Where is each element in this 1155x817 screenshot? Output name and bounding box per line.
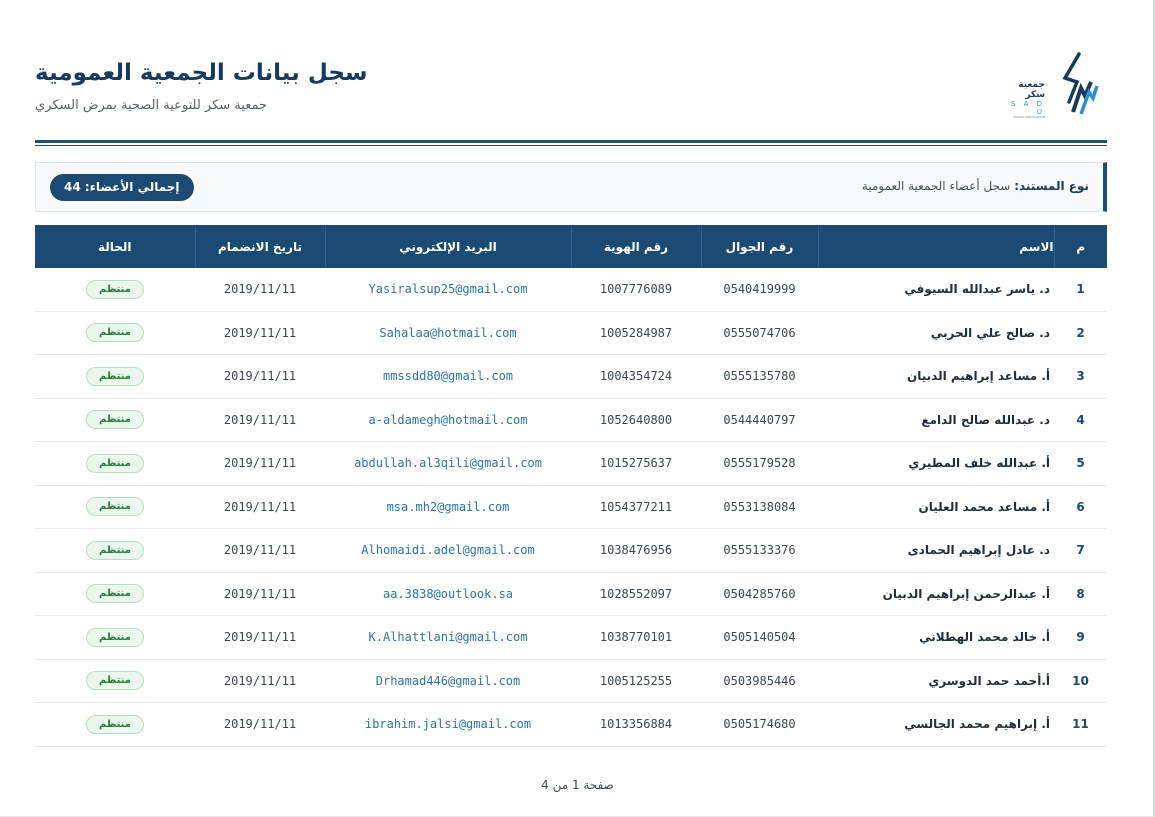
status-badge: منتظم [86, 454, 144, 473]
document-info-bar [35, 162, 1107, 212]
member-name: د. ياسر عبدالله السيوفي [818, 268, 1054, 311]
email-address: abdullah.al3qili@gmail.com [325, 442, 571, 486]
status-cell [35, 355, 195, 399]
table-row [35, 616, 1107, 660]
id-number: 1038476956 [571, 529, 701, 573]
table-row [35, 485, 1107, 529]
page-subtitle: جمعية سكر للتوعية الصحية بمرض السكري [35, 98, 268, 113]
member-name: د. عادل إبراهيم الحمادى [818, 529, 1054, 573]
mobile-number: 0555133376 [701, 529, 818, 573]
join-date: 2019/11/11 [195, 442, 325, 486]
id-number: 1005284987 [571, 311, 701, 355]
row-index: 2 [1054, 311, 1107, 355]
row-index: 10 [1054, 659, 1107, 703]
join-date: 2019/11/11 [195, 529, 325, 573]
page-number: صفحة 1 من 4 [541, 778, 614, 792]
mobile-number: 0544440797 [701, 398, 818, 442]
page-title: سجل بيانات الجمعية العمومية [35, 60, 368, 86]
status-badge: منتظم [86, 584, 144, 603]
member-name: أ. إبراهيم محمد الجالسي [818, 703, 1054, 747]
status-cell [35, 616, 195, 660]
column-header-id: رقم الهوية [571, 225, 701, 268]
logo-name-ar: جمعية سكر [1018, 80, 1045, 100]
email-address: Alhomaidi.adel@gmail.com [325, 529, 571, 573]
logo-name-en: S A D U [1010, 100, 1045, 116]
id-number: 1013356884 [571, 703, 701, 747]
status-badge: منتظم [86, 715, 144, 734]
member-name: أ. خالد محمد الهطلاني [818, 616, 1054, 660]
table-body [35, 268, 1107, 746]
table-row [35, 529, 1107, 573]
id-number: 1005125255 [571, 659, 701, 703]
table-row [35, 355, 1107, 399]
logo-text [999, 80, 1045, 119]
document-type [862, 179, 1089, 193]
join-date: 2019/11/11 [195, 703, 325, 747]
logo-tagline: SUGAR ASSOCIATION [1013, 115, 1045, 119]
column-header-name: الاسم [818, 225, 1054, 268]
id-number: 1015275637 [571, 442, 701, 486]
id-number: 1004354724 [571, 355, 701, 399]
status-badge: منتظم [86, 671, 144, 690]
id-number: 1028552097 [571, 572, 701, 616]
column-header-email: البريد الإلكتروني [325, 225, 571, 268]
join-date: 2019/11/11 [195, 355, 325, 399]
row-index: 7 [1054, 529, 1107, 573]
row-index: 3 [1054, 355, 1107, 399]
row-index: 11 [1054, 703, 1107, 747]
table-row [35, 268, 1107, 311]
id-number: 1007776089 [571, 268, 701, 311]
status-badge: منتظم [86, 628, 144, 647]
column-header-status: الحالة [35, 225, 195, 268]
join-date: 2019/11/11 [195, 572, 325, 616]
email-address: mmssdd80@gmail.com [325, 355, 571, 399]
member-name: أ. مساعد محمد العليان [818, 485, 1054, 529]
document-header [35, 52, 1107, 132]
table-row [35, 442, 1107, 486]
table-row [35, 311, 1107, 355]
document-type-label: نوع المستند: [1014, 179, 1089, 193]
status-badge: منتظم [86, 497, 144, 516]
email-address: Yasiralsup25@gmail.com [325, 268, 571, 311]
status-cell [35, 703, 195, 747]
mobile-number: 0503985446 [701, 659, 818, 703]
email-address: msa.mh2@gmail.com [325, 485, 571, 529]
join-date: 2019/11/11 [195, 398, 325, 442]
status-badge: منتظم [86, 410, 144, 429]
table-row [35, 398, 1107, 442]
status-badge: منتظم [86, 541, 144, 560]
mobile-number: 0555074706 [701, 311, 818, 355]
status-badge: منتظم [86, 323, 144, 342]
join-date: 2019/11/11 [195, 616, 325, 660]
status-cell [35, 572, 195, 616]
table-row [35, 572, 1107, 616]
row-index: 6 [1054, 485, 1107, 529]
email-address: ibrahim.jalsi@gmail.com [325, 703, 571, 747]
mobile-number: 0555135780 [701, 355, 818, 399]
mobile-number: 0555179528 [701, 442, 818, 486]
table-header-row [35, 225, 1107, 268]
row-index: 9 [1054, 616, 1107, 660]
email-address: aa.3838@outlook.sa [325, 572, 571, 616]
status-badge: منتظم [86, 367, 144, 386]
mobile-number: 0505174680 [701, 703, 818, 747]
member-name: أ. مساعد إبراهيم الدبيان [818, 355, 1054, 399]
mobile-number: 0540419999 [701, 268, 818, 311]
email-address: Sahalaa@hotmail.com [325, 311, 571, 355]
logo-mark-icon [1055, 52, 1099, 122]
row-index: 8 [1054, 572, 1107, 616]
row-index: 4 [1054, 398, 1107, 442]
email-address: a-aldamegh@hotmail.com [325, 398, 571, 442]
member-name: أ. عبدالرحمن إبراهيم الدبيان [818, 572, 1054, 616]
table-row [35, 659, 1107, 703]
table-row [35, 703, 1107, 747]
column-header-mobile: رقم الجوال [701, 225, 818, 268]
sadu-logo [999, 52, 1099, 122]
status-cell [35, 268, 195, 311]
member-name: أ. عبدالله خلف المطيري [818, 442, 1054, 486]
mobile-number: 0505140504 [701, 616, 818, 660]
total-members-badge: إجمالي الأعضاء: 44 [50, 174, 194, 201]
members-table [35, 225, 1107, 747]
column-header-join-date: تاريخ الانضمام [195, 225, 325, 268]
document-type-value: سجل أعضاء الجمعية العمومية [861, 179, 1011, 193]
join-date: 2019/11/11 [195, 268, 325, 311]
status-cell [35, 485, 195, 529]
member-name: د. صالح علي الحربي [818, 311, 1054, 355]
header-divider [35, 140, 1107, 146]
status-cell [35, 398, 195, 442]
mobile-number: 0553138084 [701, 485, 818, 529]
member-name: أ.أحمد حمد الدوسري [818, 659, 1054, 703]
status-badge: منتظم [86, 280, 144, 299]
id-number: 1052640800 [571, 398, 701, 442]
status-cell [35, 442, 195, 486]
status-cell [35, 311, 195, 355]
status-cell [35, 659, 195, 703]
id-number: 1038770101 [571, 616, 701, 660]
email-address: K.Alhattlani@gmail.com [325, 616, 571, 660]
join-date: 2019/11/11 [195, 485, 325, 529]
status-cell [35, 529, 195, 573]
row-index: 1 [1054, 268, 1107, 311]
row-index: 5 [1054, 442, 1107, 486]
email-address: Drhamad446@gmail.com [325, 659, 571, 703]
join-date: 2019/11/11 [195, 659, 325, 703]
mobile-number: 0504285760 [701, 572, 818, 616]
id-number: 1054377211 [571, 485, 701, 529]
column-header-index: م [1054, 225, 1107, 268]
member-name: د. عبدالله صالح الدامغ [818, 398, 1054, 442]
join-date: 2019/11/11 [195, 311, 325, 355]
